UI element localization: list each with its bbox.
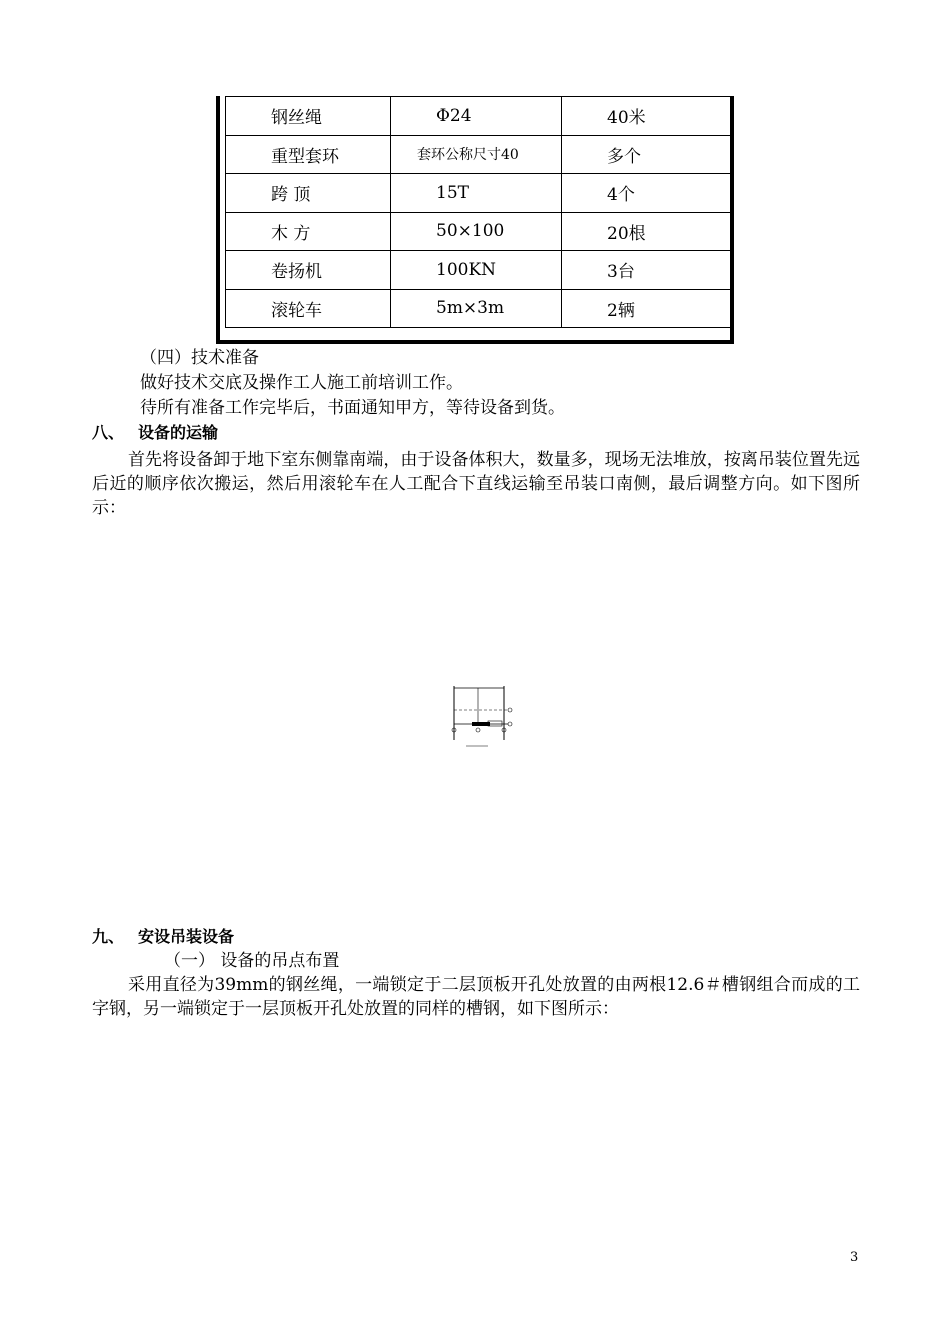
section9-title: 安设吊装设备 xyxy=(138,927,235,946)
table-cell: 40米 xyxy=(562,97,731,136)
table-cell: 多个 xyxy=(562,135,731,174)
table-cell: 卷扬机 xyxy=(226,251,391,290)
table-cell: 钢丝绳 xyxy=(226,97,391,136)
table-cell: 跨 顶 xyxy=(226,174,391,213)
table-cell: 50×100 xyxy=(391,212,562,251)
table-cell: 重型套环 xyxy=(226,135,391,174)
table-row xyxy=(226,174,731,213)
table-cell: 滚轮车 xyxy=(226,289,391,328)
table-row xyxy=(226,289,731,328)
section8-paragraph: 首先将设备卸于地下室东侧靠南端，由于设备体积大，数量多，现场无法堆放，按离吊装位置先远后近的顺序依次搬运，然后用滚轮车在人工配合下直线运输至吊装口南侧，最后调整方向。如下图所示： xyxy=(92,450,860,518)
table-cell: 木 方 xyxy=(226,212,391,251)
table-cell: 15T xyxy=(391,174,562,213)
section4-line1: 做好技术交底及操作工人施工前培训工作。 xyxy=(140,373,463,393)
table-cell: 20根 xyxy=(562,212,731,251)
table-row xyxy=(226,135,731,174)
section9-sub1: （一） 设备的吊点布置 xyxy=(164,951,340,971)
table-cell: 3台 xyxy=(562,251,731,290)
table-cell: 2辆 xyxy=(562,289,731,328)
table-cell: 100KN xyxy=(391,251,562,290)
section9-paragraph: 采用直径为39mm的钢丝绳，一端锁定于二层顶板开孔处放置的由两根12.6＃槽钢组合而成的工字钢，另一端锁定于一层顶板开孔处放置的同样的槽钢，如下图所示： xyxy=(92,975,860,1019)
table-cell: 4个 xyxy=(562,174,731,213)
table-row xyxy=(226,251,731,290)
table-row xyxy=(226,97,731,136)
section4-line2: 待所有准备工作完毕后，书面通知甲方，等待设备到货。 xyxy=(140,398,565,418)
table-row xyxy=(226,212,731,251)
equipment-table-frame xyxy=(216,96,734,344)
section8-title: 设备的运输 xyxy=(138,423,219,442)
table-cell: 套环公称尺寸40 xyxy=(391,135,562,174)
section8-number: 八、 xyxy=(92,423,125,442)
table-cell: 5m×3m xyxy=(391,289,562,328)
section9-number: 九、 xyxy=(92,927,125,946)
table-cell: Φ24 xyxy=(391,97,562,136)
equipment-table xyxy=(225,96,731,328)
section4-title: （四）技术准备 xyxy=(140,348,259,368)
transport-diagram xyxy=(448,684,520,752)
page-number: 3 xyxy=(850,1250,859,1265)
